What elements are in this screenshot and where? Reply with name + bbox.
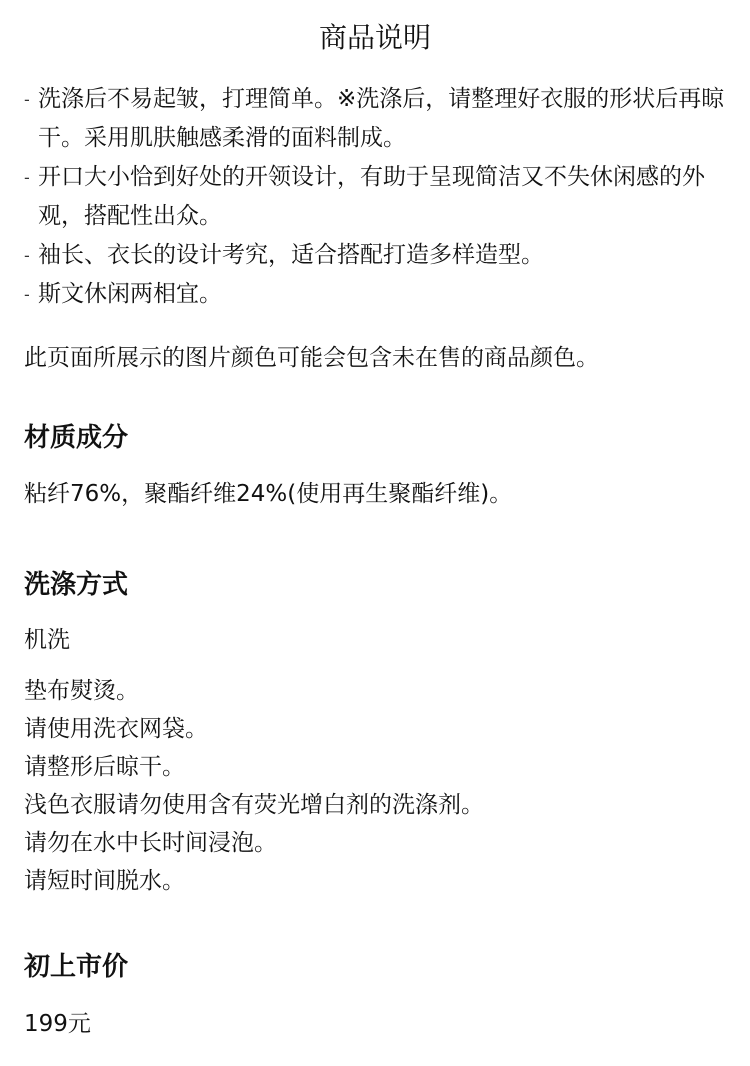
washing-instruction: 垫布熨烫。 [24, 678, 139, 704]
description-bullet [24, 275, 734, 314]
washing-method: 机洗 [24, 627, 70, 653]
bullet-marker: - [24, 285, 30, 304]
page-title: 商品说明 [318, 21, 431, 54]
bullet-text: 开口大小恰到好处的开领设计，有助于呈现简洁又不失休闲感的外观，搭配性出众。 [38, 164, 705, 229]
price-value: 199元 [24, 1011, 91, 1037]
description-bullet [24, 236, 734, 275]
material-heading: 材质成分 [24, 423, 129, 453]
description-bullet [24, 80, 734, 158]
price-heading: 初上市价 [24, 952, 129, 982]
bullet-text: 袖长、衣长的设计考究，适合搭配打造多样造型。 [38, 242, 544, 268]
washing-instruction: 请整形后晾干。 [24, 754, 185, 780]
washing-instruction: 请勿在水中长时间浸泡。 [24, 830, 277, 856]
bullet-marker: - [24, 246, 30, 265]
washing-heading: 洗涤方式 [24, 570, 129, 600]
description-bullet [24, 158, 734, 236]
bullet-marker: - [24, 90, 30, 109]
material-text: 粘纤76%，聚酯纤维24%(使用再生聚酯纤维)。 [24, 481, 513, 507]
washing-instruction: 请使用洗衣网袋。 [24, 716, 208, 742]
bullet-text: 斯文休闲两相宜。 [38, 281, 222, 307]
washing-instruction: 请短时间脱水。 [24, 868, 185, 894]
color-disclaimer: 此页面所展示的图片颜色可能会包含未在售的商品颜色。 [24, 345, 599, 371]
bullet-text: 洗涤后不易起皱，打理简单。※洗涤后，请整理好衣服的形状后再晾干。采用肌肤触感柔滑的面料制成。 [38, 86, 725, 151]
description-bullet-list [24, 80, 734, 314]
washing-instructions [24, 672, 734, 900]
washing-instruction: 浅色衣服请勿使用含有荧光增白剂的洗涤剂。 [24, 792, 484, 818]
bullet-marker: - [24, 168, 30, 187]
